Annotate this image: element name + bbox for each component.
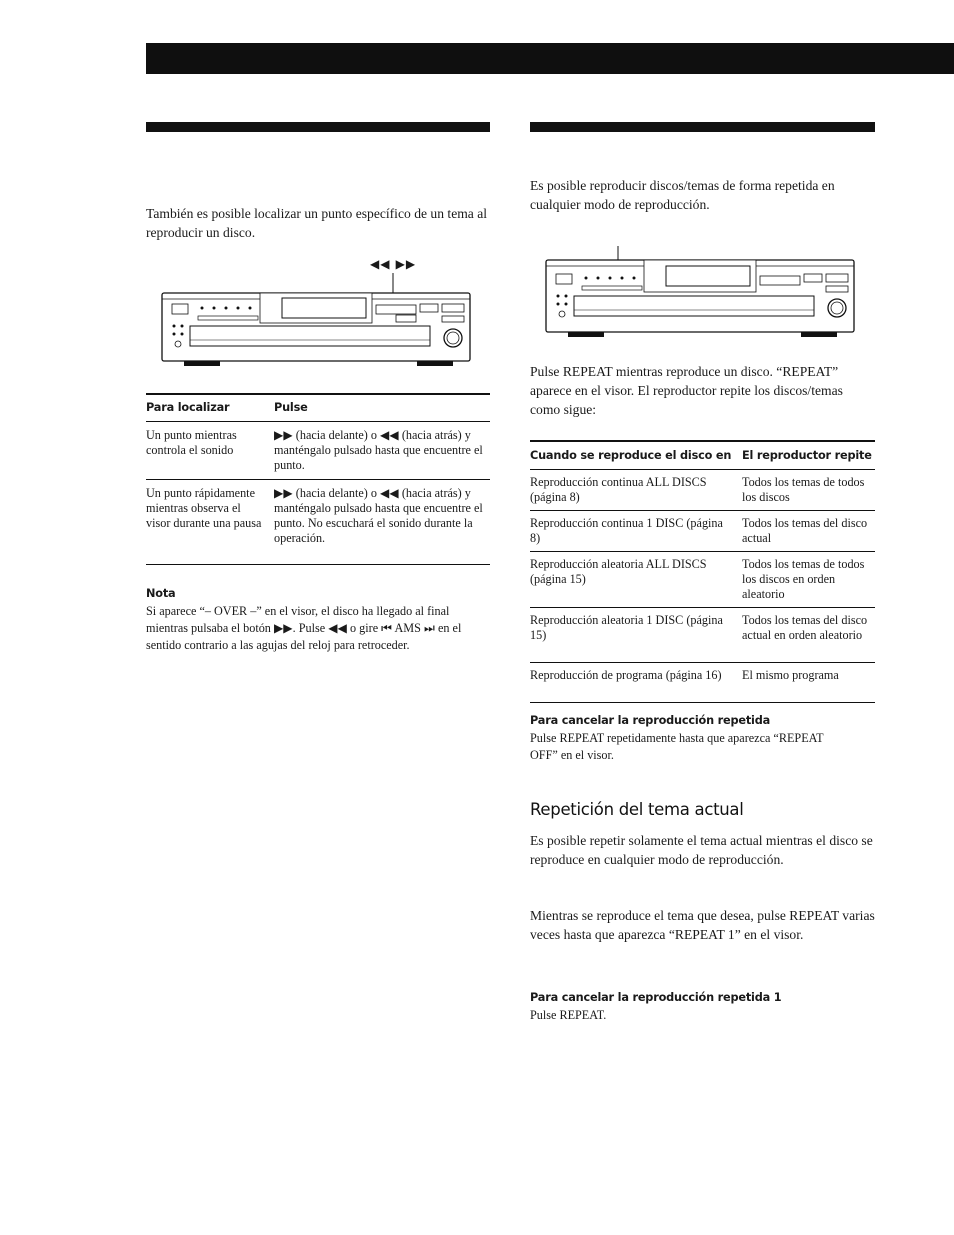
table-header: El reproductor repite	[742, 448, 872, 462]
table-cell: Todos los temas de todos los discos	[742, 474, 865, 504]
cancel-repeat1-title: Para cancelar la reproducción repetida 1	[530, 991, 782, 1004]
repeat-one-para-2: Mientras se reproduce el tema que desea, pulse REPEAT varias veces hasta que aparezca “REPEAT 1” en el visor.	[530, 908, 875, 942]
table-cell: Todos los temas de todos los discos en orden aleatorio	[742, 556, 865, 601]
cancel-repeat-text: Pulse REPEAT repetidamente hasta que aparezca “REPEAT OFF” en el visor.	[530, 731, 824, 762]
table-row	[146, 479, 490, 564]
page-header-bar	[146, 43, 954, 74]
table-row	[530, 510, 875, 551]
section-subheading: Repetición del tema actual	[530, 800, 744, 819]
table-cell: ▶▶ (hacia delante) o ◀◀ (hacia atrás) y manténgalo pulsado hasta que encuentre el punto. No escuchará el sonido durante la operación.	[274, 485, 483, 545]
table-cell: Todos los temas del disco actual	[742, 515, 868, 545]
repeat-instruction: Pulse REPEAT mientras reproduce un disco. “REPEAT” aparece en el visor. El reproductor repite los discos/temas como sigue:	[530, 364, 843, 417]
cd-player-illustration	[544, 244, 859, 344]
table-header: Cuando se reproduce el disco en	[530, 448, 732, 462]
repeat-one-para-1: Es posible repetir solamente el tema actual mientras el disco se reproduce en cualquier modo de reproducción.	[530, 833, 873, 867]
table-cell: Reproducción de programa (página 16)	[530, 667, 722, 682]
cancel-repeat1-text: Pulse REPEAT.	[530, 1008, 607, 1022]
table-cell: Todos los temas del disco actual en orden aleatorio	[742, 612, 868, 642]
table-cell: Reproducción continua 1 DISC (página 8)	[530, 515, 723, 545]
table-cell: ▶▶ (hacia delante) o ◀◀ (hacia atrás) y manténgalo pulsado hasta que encuentre el punto.	[274, 427, 483, 472]
table-cell: Un punto rápidamente mientras observa el visor durante una pausa	[146, 485, 262, 530]
left-section-bar	[146, 122, 490, 132]
cancel-repeat-title: Para cancelar la reproducción repetida	[530, 714, 771, 727]
left-intro: También es posible localizar un punto específico de un tema al reproducir un disco.	[146, 206, 488, 240]
table-cell: Reproducción aleatoria 1 DISC (página 15)	[530, 612, 723, 642]
table-header: Pulse	[274, 401, 308, 415]
table-cell: Un punto mientras controla el sonido	[146, 427, 237, 457]
table-cell: El mismo programa	[742, 667, 839, 682]
table-row	[530, 551, 875, 607]
table-cell: Reproducción aleatoria ALL DISCS (página 15)	[530, 556, 707, 586]
locate-table-wrap	[146, 393, 490, 565]
table-row	[530, 607, 875, 662]
table-row	[530, 469, 875, 510]
repeat-table	[530, 440, 875, 703]
note-text: Si aparece “– OVER –” en el visor, el disco ha llegado al final mientras pulsaba el botón ▶▶. Pulse ◀◀ o gire ⏮ AMS ⏭ en el sentido contrario a las agujas del reloj para retroceder.	[146, 604, 462, 652]
table-row	[530, 662, 875, 702]
note-title: Nota	[146, 587, 176, 600]
ffw-rew-label: ◀◀ ▶▶	[370, 257, 417, 271]
table-cell: Reproducción continua ALL DISCS (página 8)	[530, 474, 707, 504]
locate-table	[146, 393, 490, 565]
table-header: Para localizar	[146, 401, 230, 415]
right-section-bar	[530, 122, 875, 132]
cd-player-illustration	[160, 270, 475, 370]
table-row	[146, 421, 490, 479]
right-intro: Es posible reproducir discos/temas de forma repetida en cualquier modo de reproducción.	[530, 178, 835, 212]
repeat-table-wrap	[530, 440, 875, 703]
